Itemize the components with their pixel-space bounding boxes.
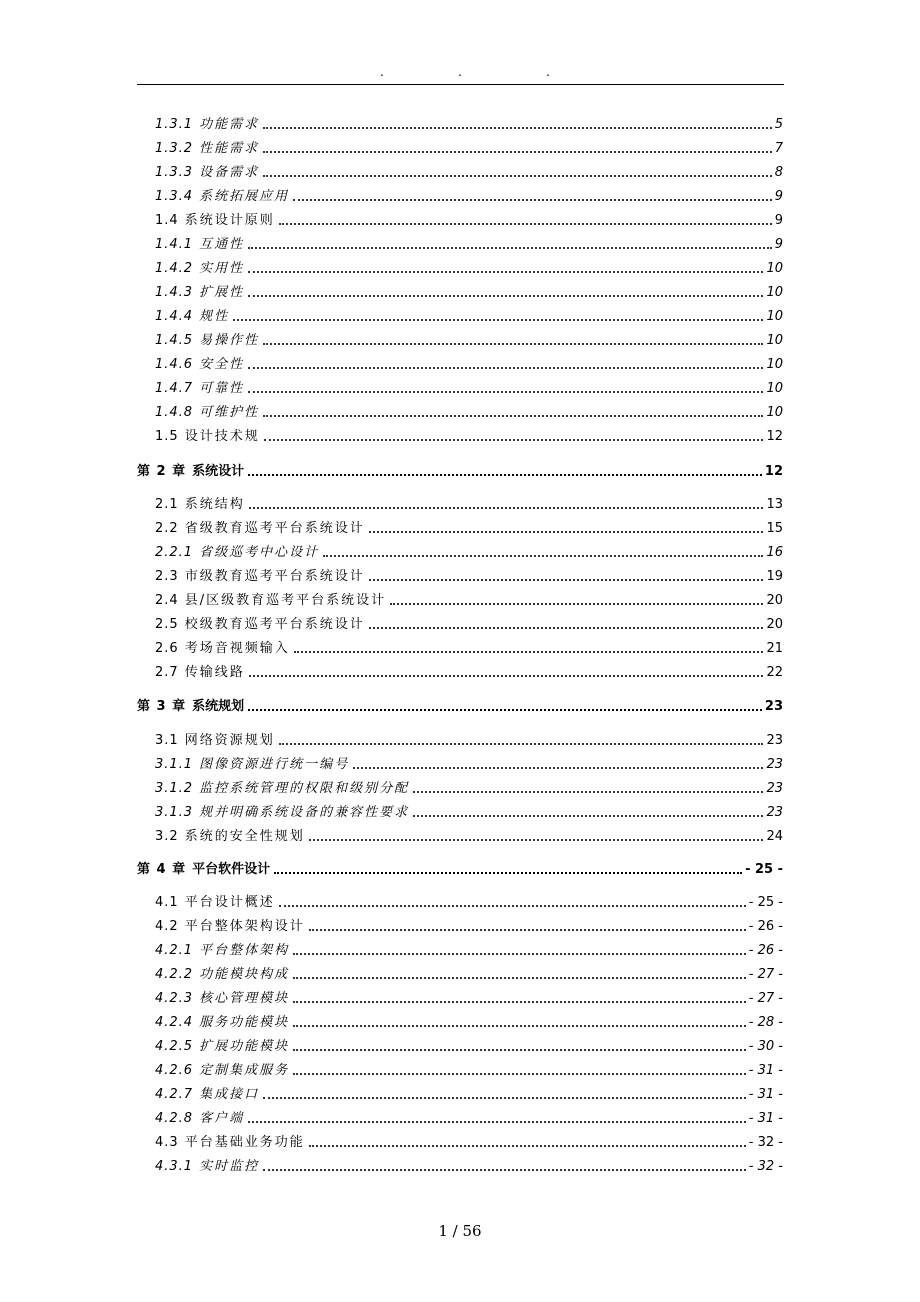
toc-entry-title: 可靠性 <box>199 381 245 396</box>
toc-entry-number: 4.2.2 <box>155 967 194 982</box>
toc-entry-number: 1.4.6 <box>155 357 194 372</box>
toc-entry[interactable] <box>155 917 783 935</box>
toc-entry-number: 2.5 <box>155 617 179 632</box>
toc-dot-leader <box>369 531 764 533</box>
toc-entry-page: 13 <box>766 497 783 512</box>
toc-entry-title: 系统规划 <box>192 699 245 714</box>
toc-dot-leader <box>309 839 764 841</box>
toc-entry-number: 4.1 <box>155 895 179 910</box>
toc-entry-title: 扩展性 <box>199 285 245 300</box>
header-dot: . <box>458 65 462 79</box>
toc-entry-label <box>155 1087 263 1103</box>
toc-entry-number: 2.2.1 <box>155 545 194 560</box>
toc-entry-page: 23 <box>766 733 783 748</box>
toc-entry[interactable] <box>155 1037 783 1055</box>
toc-entry-label <box>155 261 248 277</box>
toc-entry-page: 23 <box>766 805 783 820</box>
toc-entry-label <box>155 919 309 935</box>
toc-entry-number: 4.2.6 <box>155 1063 194 1078</box>
toc-entry-label <box>155 617 369 633</box>
toc-entry-number: 3.2 <box>155 829 179 844</box>
toc-entry-label <box>155 733 279 749</box>
toc-entry-label <box>155 117 263 133</box>
toc-dot-leader <box>369 627 764 629</box>
toc-entry[interactable] <box>155 965 783 983</box>
toc-entry[interactable] <box>155 827 783 845</box>
page-header-dots <box>0 66 920 80</box>
toc-entry-page: 23 <box>766 781 783 796</box>
toc-entry-page: - 31 - <box>748 1087 783 1102</box>
toc-entry-page: - 28 - <box>748 1015 783 1030</box>
toc-dot-leader <box>279 905 746 907</box>
toc-entry-number: 3.1.1 <box>155 757 194 772</box>
toc-dot-leader <box>233 319 763 321</box>
toc-entry-page: 23 <box>766 757 783 772</box>
toc-entry[interactable] <box>155 283 783 301</box>
toc-entry[interactable] <box>155 115 783 133</box>
toc-entry-title: 规性 <box>199 309 230 324</box>
toc-dot-leader <box>279 223 772 225</box>
toc-entry-page: 10 <box>766 261 783 276</box>
toc-entry-label <box>155 141 263 157</box>
toc-dot-leader <box>248 271 763 273</box>
toc-entry[interactable] <box>155 591 783 609</box>
toc-entry-number: 1.3.3 <box>155 165 194 180</box>
toc-entry[interactable] <box>155 427 783 445</box>
toc-entry-label <box>155 165 263 181</box>
toc-entry[interactable] <box>155 803 783 821</box>
toc-dot-leader <box>293 1049 746 1051</box>
toc-dot-leader <box>293 953 746 955</box>
toc-entry[interactable] <box>155 779 783 797</box>
toc-entry-title: 监控系统管理的权限和级别分配 <box>199 781 410 796</box>
toc-entry-number: 2.1 <box>155 497 179 512</box>
toc-entry-page: 8 <box>774 165 783 180</box>
toc-dot-leader <box>248 367 763 369</box>
toc-entry-number: 4.2.1 <box>155 943 194 958</box>
toc-entry-title: 集成接口 <box>199 1087 260 1102</box>
toc-entry[interactable] <box>155 379 783 397</box>
toc-entry-label <box>155 1063 293 1079</box>
toc-chapter-entry[interactable] <box>137 697 783 715</box>
toc-entry-label <box>155 757 353 773</box>
toc-entry-number: 4.2.7 <box>155 1087 194 1102</box>
toc-entry-page: - 32 - <box>748 1159 783 1174</box>
toc-entry[interactable] <box>155 615 783 633</box>
toc-entry-label <box>155 1015 293 1031</box>
toc-entry[interactable] <box>155 1061 783 1079</box>
toc-entry-number: 2.2 <box>155 521 179 536</box>
toc-entry-number: 2.7 <box>155 665 179 680</box>
toc-entry-title: 省级教育巡考平台系统设计 <box>184 521 365 536</box>
toc-entry[interactable] <box>155 1085 783 1103</box>
toc-entry-page: 10 <box>766 381 783 396</box>
toc-entry[interactable] <box>155 163 783 181</box>
toc-entry-title: 系统设计 <box>192 464 245 479</box>
toc-entry-page: - 27 - <box>748 967 783 982</box>
page-number: 1 / 56 <box>438 1222 482 1240</box>
toc-entry-page: 10 <box>766 285 783 300</box>
toc-entry[interactable] <box>155 495 783 513</box>
toc-entry-page: 9 <box>774 189 783 204</box>
toc-entry-label <box>155 521 369 537</box>
toc-entry-label <box>155 665 249 681</box>
toc-entry-label <box>155 545 323 561</box>
toc-entry-page: 20 <box>766 617 783 632</box>
toc-dot-leader <box>279 743 764 745</box>
toc-entry[interactable] <box>155 519 783 537</box>
toc-entry-label <box>155 429 264 445</box>
toc-entry-label <box>155 405 263 421</box>
toc-entry-page: - 25 - <box>748 895 783 910</box>
toc-entry-number: 1.5 <box>155 429 179 444</box>
toc-entry-number: 4.3.1 <box>155 1159 194 1174</box>
toc-entry-title: 核心管理模块 <box>199 991 290 1006</box>
toc-entry-number: 3.1.3 <box>155 805 194 820</box>
toc-entry-label <box>155 781 413 797</box>
toc-entry-title: 功能模块构成 <box>199 967 290 982</box>
toc-dot-leader <box>293 1073 746 1075</box>
toc-entry-label <box>155 189 293 205</box>
toc-entry[interactable] <box>155 1013 783 1031</box>
toc-entry-number: 1.4.7 <box>155 381 194 396</box>
toc-dot-leader <box>294 651 764 653</box>
toc-entry-title: 实时监控 <box>199 1159 260 1174</box>
toc-dot-leader <box>274 872 742 874</box>
toc-entry[interactable] <box>155 755 783 773</box>
toc-entry-title: 平台整体架构设计 <box>184 919 305 934</box>
toc-entry-label <box>155 357 248 373</box>
toc-dot-leader <box>390 603 763 605</box>
toc-entry-title: 校级教育巡考平台系统设计 <box>184 617 365 632</box>
toc-entry-title: 图像资源进行统一编号 <box>199 757 350 772</box>
toc-dot-leader <box>369 579 764 581</box>
toc-entry-number: 1.3.4 <box>155 189 194 204</box>
toc-dot-leader <box>293 1001 746 1003</box>
toc-entry-title: 系统拓展应用 <box>199 189 290 204</box>
toc-entry-number: 1.4.4 <box>155 309 194 324</box>
toc-entry[interactable] <box>155 941 783 959</box>
toc-entry-number: 3.1.2 <box>155 781 194 796</box>
toc-entry[interactable] <box>155 259 783 277</box>
toc-dot-leader <box>249 675 764 677</box>
toc-entry[interactable] <box>155 663 783 681</box>
toc-entry-title: 市级教育巡考平台系统设计 <box>184 569 365 584</box>
toc-entry-label <box>155 333 263 349</box>
toc-entry-number: 1.4.8 <box>155 405 194 420</box>
toc-entry-page: 23 <box>764 699 783 714</box>
toc-entry-title: 平台设计概述 <box>184 895 275 910</box>
toc-entry-page: - 32 - <box>748 1135 783 1150</box>
toc-entry-page: 16 <box>766 545 783 560</box>
toc-entry-title: 平台软件设计 <box>192 862 271 877</box>
toc-entry[interactable] <box>155 403 783 421</box>
toc-entry-number: 1.4 <box>155 213 179 228</box>
toc-entry-title: 平台整体架构 <box>199 943 290 958</box>
toc-dot-leader <box>263 151 772 153</box>
toc-entry-label <box>155 805 413 821</box>
toc-entry-number: 4.2.5 <box>155 1039 194 1054</box>
header-rule <box>137 84 784 85</box>
toc-dot-leader <box>309 929 746 931</box>
toc-entry-label <box>155 1039 293 1055</box>
toc-entry-page: - 25 - <box>745 862 783 877</box>
toc-entry[interactable] <box>155 187 783 205</box>
toc-entry-page: 21 <box>766 641 783 656</box>
toc-dot-leader <box>263 127 772 129</box>
toc-entry[interactable] <box>155 211 783 229</box>
toc-entry[interactable] <box>155 307 783 325</box>
toc-entry-title: 县/区级教育巡考平台系统设计 <box>184 593 387 608</box>
toc-entry-page: - 31 - <box>748 1111 783 1126</box>
toc-entry-label <box>155 943 293 959</box>
toc-dot-leader <box>248 1121 746 1123</box>
toc-entry-title: 实用性 <box>199 261 245 276</box>
toc-entry-number: 3.1 <box>155 733 179 748</box>
toc-dot-leader <box>248 295 763 297</box>
toc-entry-title: 互通性 <box>199 237 245 252</box>
toc-entry[interactable] <box>155 139 783 157</box>
toc-entry[interactable] <box>155 567 783 585</box>
toc-dot-leader <box>263 1169 746 1171</box>
toc-entry-title: 系统的安全性规划 <box>184 829 305 844</box>
toc-entry-title: 考场音视频输入 <box>184 641 290 656</box>
toc-entry[interactable] <box>155 331 783 349</box>
toc-entry-title: 网络资源规划 <box>184 733 275 748</box>
toc-entry-page: 10 <box>766 357 783 372</box>
toc-entry-title: 规并明确系统设备的兼容性要求 <box>199 805 410 820</box>
toc-dot-leader <box>248 391 763 393</box>
toc-dot-leader <box>413 791 763 793</box>
toc-entry-title: 可维护性 <box>199 405 260 420</box>
toc-entry-label <box>155 1111 248 1127</box>
toc-dot-leader <box>413 815 763 817</box>
toc-entry-title: 省级巡考中心设计 <box>199 545 320 560</box>
toc-entry-title: 安全性 <box>199 357 245 372</box>
toc-entry-label <box>155 967 293 983</box>
toc-entry-number: 4.3 <box>155 1135 179 1150</box>
toc-entry-title: 客户端 <box>199 1111 245 1126</box>
toc-entry-label <box>155 285 248 301</box>
toc-entry-number: 1.4.2 <box>155 261 194 276</box>
toc-entry-label <box>155 497 249 513</box>
toc-entry-page: - 26 - <box>748 943 783 958</box>
toc-entry[interactable] <box>155 355 783 373</box>
toc-entry-label <box>155 237 248 253</box>
toc-entry[interactable] <box>155 1109 783 1127</box>
toc-entry-title: 易操作性 <box>199 333 260 348</box>
toc-entry-number: 4.2 <box>155 919 179 934</box>
toc-entry-page: 24 <box>766 829 783 844</box>
header-dot: . <box>546 65 550 79</box>
toc-dot-leader <box>293 1025 746 1027</box>
toc-entry-page: 10 <box>766 309 783 324</box>
toc-dot-leader <box>309 1145 746 1147</box>
toc-entry-number: 4.2.3 <box>155 991 194 1006</box>
toc-entry-number: 2.4 <box>155 593 179 608</box>
toc-entry-label <box>137 464 248 480</box>
toc-entry-page: 10 <box>766 405 783 420</box>
toc-entry-number: 第 4 章 <box>137 862 187 877</box>
toc-entry[interactable] <box>155 893 783 911</box>
toc-entry-number: 1.4.1 <box>155 237 194 252</box>
toc-entry-page: - 27 - <box>748 991 783 1006</box>
toc-entry-page: 15 <box>766 521 783 536</box>
toc-dot-leader <box>248 709 762 711</box>
toc-entry-page: 20 <box>766 593 783 608</box>
toc-entry-number: 第 3 章 <box>137 699 187 714</box>
toc-entry-label <box>155 1159 263 1175</box>
toc-entry-label <box>155 309 233 325</box>
toc-entry[interactable] <box>155 1133 783 1151</box>
toc-dot-leader <box>263 175 772 177</box>
toc-entry-page: 12 <box>766 429 783 444</box>
toc-entry[interactable] <box>155 1157 783 1175</box>
toc-entry-number: 1.3.2 <box>155 141 194 156</box>
toc-entry-title: 设备需求 <box>199 165 260 180</box>
toc-entry-title: 服务功能模块 <box>199 1015 290 1030</box>
toc-dot-leader <box>353 767 763 769</box>
toc-dot-leader <box>263 415 763 417</box>
toc-entry-title: 传输线路 <box>184 665 245 680</box>
toc-entry-title: 设计技术规 <box>184 429 260 444</box>
header-dot: . <box>380 65 384 79</box>
toc-dot-leader <box>323 555 763 557</box>
toc-entry-page: - 30 - <box>748 1039 783 1054</box>
toc-entry-title: 定制集成服务 <box>199 1063 290 1078</box>
toc-entry-number: 4.2.4 <box>155 1015 194 1030</box>
toc-entry-page: - 31 - <box>748 1063 783 1078</box>
toc-entry-page: 7 <box>774 141 783 156</box>
toc-entry-number: 2.6 <box>155 641 179 656</box>
toc-entry-title: 平台基础业务功能 <box>184 1135 305 1150</box>
toc-entry-label <box>155 991 293 1007</box>
toc-entry-number: 1.4.5 <box>155 333 194 348</box>
toc-entry-page: 22 <box>766 665 783 680</box>
toc-dot-leader <box>248 474 762 476</box>
toc-dot-leader <box>248 247 772 249</box>
toc-entry-page: 10 <box>766 333 783 348</box>
toc-entry-number: 4.2.8 <box>155 1111 194 1126</box>
toc-entry-page: 9 <box>774 237 783 252</box>
toc-dot-leader <box>293 977 746 979</box>
toc-entry-label <box>155 895 279 911</box>
toc-entry[interactable] <box>155 989 783 1007</box>
toc-entry-page: 5 <box>774 117 783 132</box>
toc-entry-number: 1.4.3 <box>155 285 194 300</box>
toc-entry-number: 2.3 <box>155 569 179 584</box>
toc-entry-label <box>155 1135 309 1151</box>
toc-entry-label <box>137 699 248 715</box>
toc-entry-page: 19 <box>766 569 783 584</box>
toc-entry-title: 系统设计原则 <box>184 213 275 228</box>
toc-chapter-entry[interactable] <box>137 860 783 878</box>
toc-entry-title: 系统结构 <box>184 497 245 512</box>
toc-entry[interactable] <box>155 235 783 253</box>
toc-chapter-entry[interactable] <box>137 462 783 480</box>
toc-entry-number: 1.3.1 <box>155 117 194 132</box>
toc-entry-label <box>155 641 294 657</box>
toc-entry-number: 第 2 章 <box>137 464 187 479</box>
toc-entry[interactable] <box>155 543 783 561</box>
toc-entry-label <box>155 829 309 845</box>
toc-dot-leader <box>263 343 763 345</box>
toc-entry-title: 扩展功能模块 <box>199 1039 290 1054</box>
toc-dot-leader <box>263 1097 746 1099</box>
toc-dot-leader <box>249 507 764 509</box>
toc-entry-label <box>137 862 274 878</box>
toc-dot-leader <box>264 439 764 441</box>
toc-entry[interactable] <box>155 639 783 657</box>
toc-entry-label <box>155 593 390 609</box>
toc-entry-page: 9 <box>774 213 783 228</box>
toc-entry-page: - 26 - <box>748 919 783 934</box>
toc-entry-title: 性能需求 <box>199 141 260 156</box>
toc-entry-label <box>155 213 279 229</box>
toc-entry-title: 功能需求 <box>199 117 260 132</box>
toc-entry-label <box>155 569 369 585</box>
toc-entry[interactable] <box>155 731 783 749</box>
toc-dot-leader <box>293 199 772 201</box>
toc-entry-label <box>155 381 248 397</box>
toc-entry-page: 12 <box>764 464 783 479</box>
